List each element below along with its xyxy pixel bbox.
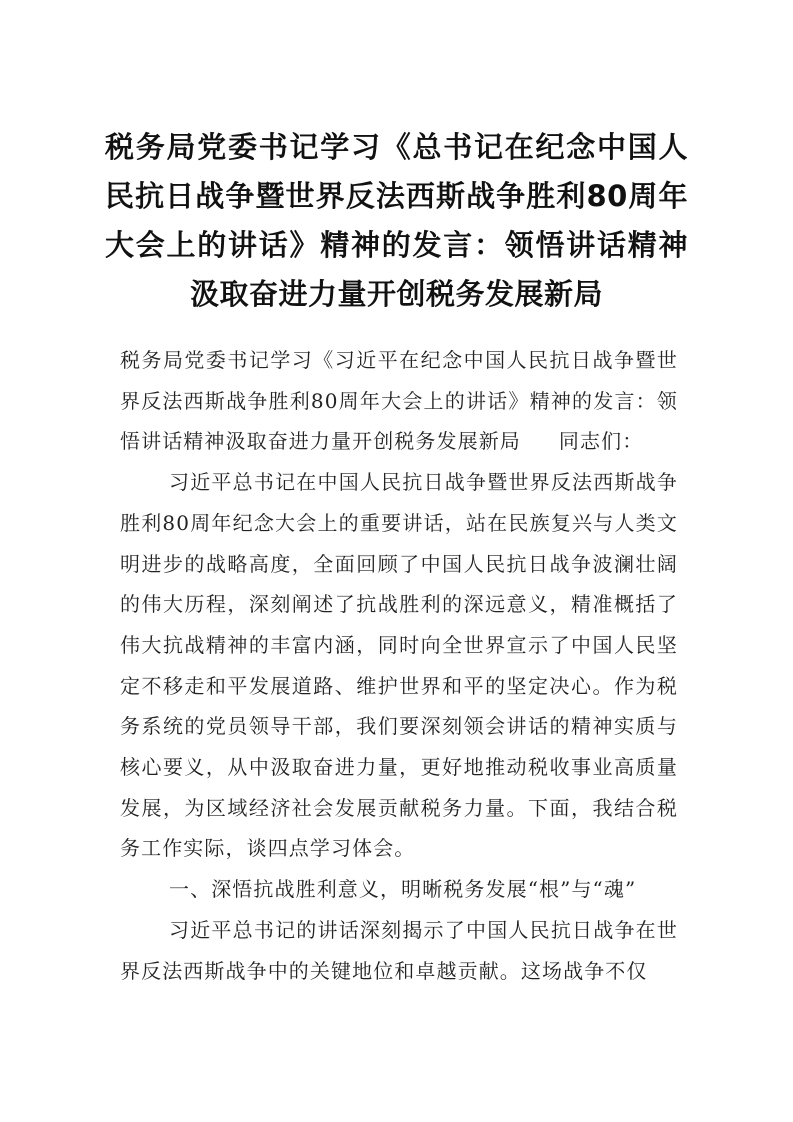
paragraph: 习近平总书记的讲话深刻揭示了中国人民抗日战争在世界反法西斯战争中的关键地位和卓越贡献。这场战争不仅 — [120, 917, 678, 983]
intro-paragraph — [120, 340, 678, 462]
paragraph: 习近平总书记在中国人民抗日战争暨世界反法西斯战争胜利80周年纪念大会上的重要讲话，站在民族复兴与人类文明进步的战略高度，全面回顾了中国人民抗日战争波澜壮阔的伟大历程，深刻阐述了抗战胜利的深远意义，精准概括了伟大抗战精神的丰富内涵，同时向全世界宣示了中国人民坚定不移走和平发展道路、维护世界和平的坚定决心。作为税务系统的党员领导干部，我们要深刻领会讲话的精神实质与核心要义，从中汲取奋进力量，更好地推动税收事业高质量发展，为区域经济社会发展贡献税务力量。下面，我结合税务工作实际，谈四点学习体会。 — [120, 470, 678, 861]
section-heading: 一、深悟抗战胜利意义，明晰税务发展“根”与“魂” — [169, 877, 637, 902]
salutation: 同志们： — [558, 429, 644, 454]
subtitle-text: 税务局党委书记学习《习近平在纪念中国人民抗日战争暨世界反法西斯战争胜利80周年大会上的讲话》精神的发言：领悟讲话精神汲取奋进力量开创税务发展新局 — [120, 348, 678, 454]
document-title: 税务局党委书记学习《总书记在纪念中国人民抗日战争暨世界反法西斯战争胜利80周年大会上的讲话》精神的发言：领悟讲话精神汲取奋进力量开创税务发展新局 — [105, 130, 688, 311]
document-body — [120, 340, 678, 991]
